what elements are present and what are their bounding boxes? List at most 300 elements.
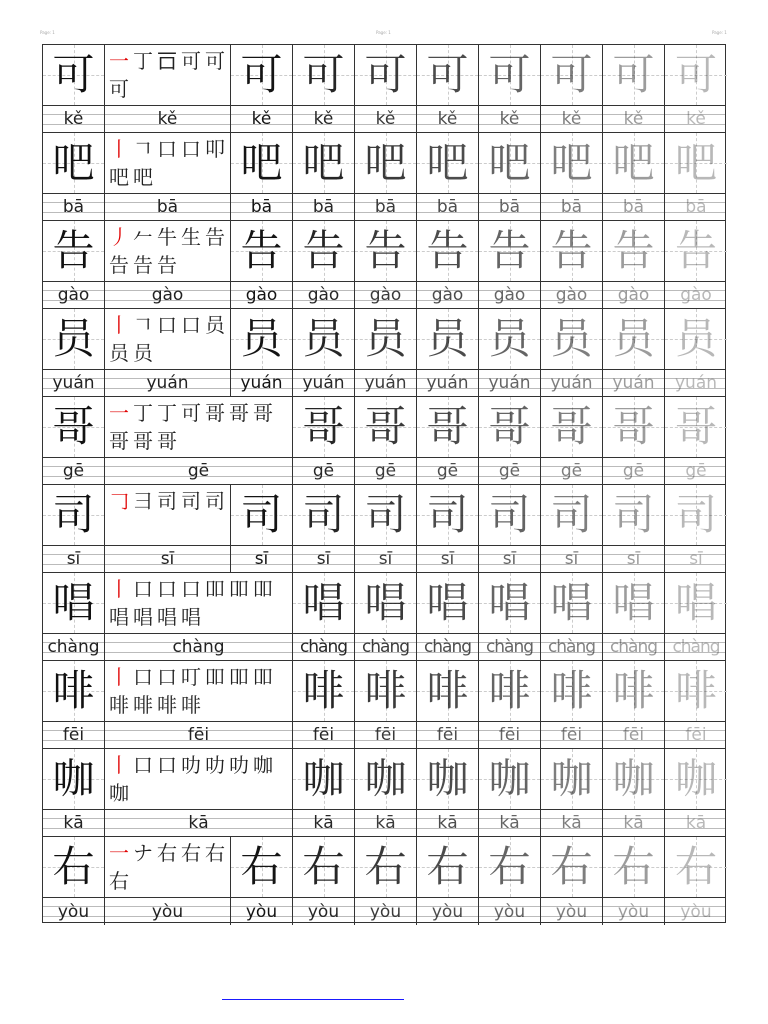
trace-cell[interactable]: [541, 661, 603, 721]
header-right: Page: 1: [712, 30, 727, 35]
stroke-step: 哥: [229, 401, 249, 425]
pinyin-trace[interactable]: sī: [479, 546, 541, 572]
trace-cell[interactable]: [355, 45, 417, 105]
trace-cell[interactable]: [293, 309, 355, 369]
trace-cell[interactable]: [541, 837, 603, 897]
pinyin-trace[interactable]: yòu: [417, 898, 479, 925]
pinyin-trace[interactable]: chàng: [355, 634, 417, 660]
pinyin-trace[interactable]: bā: [231, 194, 293, 220]
trace-cell[interactable]: [293, 837, 355, 897]
trace-character: 可: [550, 50, 593, 99]
stroke-order-cell: [105, 573, 293, 633]
trace-cell[interactable]: [541, 133, 603, 193]
pinyin-trace[interactable]: bā: [603, 194, 665, 220]
trace-character: 啡: [488, 666, 531, 715]
pinyin-trace[interactable]: gē: [355, 458, 417, 484]
pinyin-trace[interactable]: kā: [293, 810, 355, 836]
pinyin-trace[interactable]: kā: [355, 810, 417, 836]
trace-cell[interactable]: [665, 661, 727, 721]
trace-character: 唱: [612, 578, 655, 627]
trace-character: 司: [364, 490, 407, 539]
pinyin-trace[interactable]: chàng: [603, 634, 665, 660]
trace-cell[interactable]: [665, 485, 727, 545]
stroke-step: 口: [181, 577, 201, 601]
trace-cell[interactable]: [541, 397, 603, 457]
trace-cell[interactable]: [355, 397, 417, 457]
trace-cell[interactable]: [541, 749, 603, 809]
stroke-step: 告: [157, 253, 177, 277]
trace-character: 可: [674, 50, 717, 99]
pinyin-trace[interactable]: bā: [685, 197, 707, 217]
pinyin-row: [43, 722, 725, 749]
pinyin-trace[interactable]: gē: [541, 458, 603, 484]
stroke-step: 口: [181, 137, 201, 161]
trace-character: 唱: [488, 578, 531, 627]
hanzi-row: [43, 661, 725, 722]
pinyin-trace[interactable]: yuán: [479, 370, 541, 396]
model-character-cell: [43, 45, 105, 105]
stroke-step: 吅: [205, 665, 225, 689]
trace-cell[interactable]: [417, 133, 479, 193]
trace-character: 吧: [550, 138, 593, 187]
stroke-step: 哥: [157, 429, 177, 453]
pinyin-trace[interactable]: yòu: [479, 898, 541, 925]
pinyin-row: [43, 898, 725, 925]
trace-cell[interactable]: [355, 837, 417, 897]
trace-cell[interactable]: [293, 221, 355, 281]
trace-character: 告: [364, 226, 407, 275]
pinyin-trace[interactable]: fēi: [293, 722, 355, 748]
stroke-step: 叻: [229, 753, 249, 777]
pinyin-trace[interactable]: bā: [293, 194, 355, 220]
trace-cell[interactable]: [541, 573, 603, 633]
pinyin-trace[interactable]: gào: [479, 282, 541, 308]
trace-character: 告: [426, 226, 469, 275]
stroke-order-cell: [105, 45, 231, 105]
pinyin-trace[interactable]: fēi: [685, 725, 707, 745]
trace-cell[interactable]: [417, 837, 479, 897]
trace-character: 唱: [426, 578, 469, 627]
pinyin-trace[interactable]: gào: [603, 282, 665, 308]
stroke-step: 口: [157, 137, 177, 161]
pinyin-trace[interactable]: sī: [689, 549, 703, 569]
pinyin-trace[interactable]: kā: [417, 810, 479, 836]
pinyin-trace[interactable]: kě: [417, 106, 479, 132]
trace-cell[interactable]: [603, 661, 665, 721]
practice-sheet: [42, 44, 726, 923]
stroke-step: 哥: [109, 429, 129, 453]
stroke-step: 一: [109, 401, 129, 425]
trace-character: 吧: [674, 138, 717, 187]
pinyin-model: yuán: [43, 370, 105, 396]
trace-character: 咖: [550, 754, 593, 803]
trace-character: 司: [550, 490, 593, 539]
trace-character: 哥: [674, 402, 717, 451]
pinyin-trace[interactable]: sī: [231, 546, 293, 572]
trace-cell[interactable]: [355, 133, 417, 193]
model-character-cell: [43, 749, 105, 809]
stroke-step: 啡: [133, 693, 153, 717]
trace-cell[interactable]: [665, 749, 727, 809]
pinyin-stroke-area: yòu: [105, 898, 231, 925]
pinyin-trace[interactable]: chàng: [672, 637, 720, 657]
character-row: [43, 397, 725, 485]
trace-cell[interactable]: [603, 749, 665, 809]
trace-character: 吧: [488, 138, 531, 187]
trace-character: 哥: [364, 402, 407, 451]
pinyin-trace[interactable]: kě: [231, 106, 293, 132]
trace-cell[interactable]: [479, 309, 541, 369]
trace-cell[interactable]: [479, 397, 541, 457]
trace-character: 司: [488, 490, 531, 539]
hanzi-row: [43, 837, 725, 898]
trace-character: 唱: [302, 578, 345, 627]
character-row: [43, 133, 725, 221]
pinyin-trace[interactable]: chàng: [479, 634, 541, 660]
pinyin-trace[interactable]: fēi: [355, 722, 417, 748]
trace-cell[interactable]: [231, 485, 293, 545]
trace-cell[interactable]: [541, 45, 603, 105]
pinyin-stroke-area: kě: [105, 106, 231, 132]
model-character: 员: [52, 314, 95, 363]
trace-character: 右: [612, 842, 655, 891]
stroke-step: 吧: [109, 165, 129, 189]
stroke-order-cell: [105, 749, 293, 809]
trace-character: 可: [488, 50, 531, 99]
trace-character: 可: [426, 50, 469, 99]
pinyin-trace[interactable]: bā: [355, 194, 417, 220]
trace-character: 员: [488, 314, 531, 363]
pinyin-trace[interactable]: gē: [293, 458, 355, 484]
trace-cell[interactable]: [665, 309, 727, 369]
stroke-step: 𠃍: [133, 313, 153, 337]
trace-character: 咖: [364, 754, 407, 803]
stroke-step: ナ: [133, 841, 153, 865]
pinyin-trace[interactable]: yòu: [231, 898, 293, 925]
trace-cell[interactable]: [665, 221, 727, 281]
trace-character: 告: [302, 226, 345, 275]
pinyin-stroke-area: fēi: [105, 722, 293, 748]
trace-character: 告: [240, 226, 283, 275]
trace-cell[interactable]: [603, 133, 665, 193]
pinyin-trace[interactable]: gào: [417, 282, 479, 308]
trace-character: 哥: [426, 402, 469, 451]
hanzi-row: [43, 133, 725, 194]
stroke-step: 哥: [133, 429, 153, 453]
pinyin-trace[interactable]: fēi: [603, 722, 665, 748]
stroke-order-cell: [105, 397, 293, 457]
stroke-step: 吅: [205, 577, 225, 601]
trace-cell[interactable]: [479, 837, 541, 897]
trace-cell[interactable]: [603, 397, 665, 457]
trace-cell[interactable]: [231, 133, 293, 193]
trace-cell[interactable]: [479, 661, 541, 721]
trace-character: 右: [364, 842, 407, 891]
stroke-step: 丁: [157, 401, 177, 425]
trace-cell[interactable]: [603, 45, 665, 105]
pinyin-trace[interactable]: chàng: [293, 634, 355, 660]
trace-character: 司: [674, 490, 717, 539]
pinyin-trace[interactable]: fēi: [479, 722, 541, 748]
pinyin-trace[interactable]: yòu: [293, 898, 355, 925]
hanzi-row: [43, 309, 725, 370]
stroke-step: 丨: [109, 753, 129, 777]
hanzi-row: [43, 573, 725, 634]
model-character: 司: [52, 490, 95, 539]
stroke-step: 唱: [181, 605, 201, 629]
pinyin-trace[interactable]: kā: [685, 813, 707, 833]
trace-cell[interactable]: [417, 221, 479, 281]
stroke-step: 可: [205, 49, 225, 73]
stroke-step: 司: [157, 489, 177, 513]
stroke-step: 唱: [133, 605, 153, 629]
pinyin-trace[interactable]: yòu: [680, 901, 712, 922]
pinyin-trace[interactable]: yòu: [355, 898, 417, 925]
stroke-step: 丨: [109, 577, 129, 601]
trace-cell[interactable]: [417, 485, 479, 545]
stroke-step: 一: [109, 841, 129, 865]
trace-cell[interactable]: [293, 397, 355, 457]
pinyin-trace[interactable]: bā: [417, 194, 479, 220]
stroke-step: 生: [181, 225, 201, 249]
stroke-step: 𠂉: [133, 225, 153, 249]
pinyin-trace[interactable]: gē: [603, 458, 665, 484]
header-center: Page: 1: [376, 30, 391, 35]
pinyin-trace[interactable]: gào: [680, 285, 712, 305]
trace-cell[interactable]: [293, 133, 355, 193]
trace-cell[interactable]: [417, 309, 479, 369]
trace-character: 员: [426, 314, 469, 363]
trace-cell[interactable]: [293, 661, 355, 721]
trace-cell[interactable]: [603, 573, 665, 633]
trace-cell[interactable]: [293, 485, 355, 545]
pinyin-row: [43, 370, 725, 397]
stroke-step: 口: [181, 313, 201, 337]
trace-character: 咖: [488, 754, 531, 803]
stroke-order-cell: [105, 133, 231, 193]
model-character: 告: [52, 226, 95, 275]
model-character: 吧: [52, 138, 95, 187]
trace-cell[interactable]: [479, 573, 541, 633]
model-character: 右: [52, 842, 95, 891]
pinyin-trace[interactable]: yòu: [603, 898, 665, 925]
trace-cell[interactable]: [479, 221, 541, 281]
stroke-step: 口: [133, 753, 153, 777]
trace-cell[interactable]: [603, 837, 665, 897]
trace-cell[interactable]: [231, 45, 293, 105]
stroke-order-cell: [105, 221, 231, 281]
trace-character: 咖: [612, 754, 655, 803]
stroke-step: 丨: [109, 313, 129, 337]
pinyin-trace[interactable]: kě: [479, 106, 541, 132]
trace-cell[interactable]: [479, 133, 541, 193]
pinyin-trace[interactable]: kě: [541, 106, 603, 132]
character-row: [43, 309, 725, 397]
pinyin-trace[interactable]: kě: [686, 109, 706, 129]
stroke-step: 右: [157, 841, 177, 865]
pinyin-row: [43, 546, 725, 573]
trace-cell[interactable]: [603, 485, 665, 545]
pinyin-trace[interactable]: bā: [479, 194, 541, 220]
pinyin-trace[interactable]: sī: [293, 546, 355, 572]
pinyin-stroke-area: gē: [105, 458, 293, 484]
pinyin-trace[interactable]: yuán: [355, 370, 417, 396]
pinyin-model: gào: [43, 282, 105, 308]
model-character: 啡: [52, 666, 95, 715]
pinyin-trace[interactable]: sī: [541, 546, 603, 572]
trace-cell[interactable]: [541, 221, 603, 281]
model-character-cell: [43, 485, 105, 545]
pinyin-trace[interactable]: yuán: [231, 370, 293, 396]
trace-character: 唱: [364, 578, 407, 627]
character-row: [43, 749, 725, 837]
pinyin-stroke-area: yuán: [105, 370, 231, 396]
hanzi-row: [43, 485, 725, 546]
trace-cell[interactable]: [417, 397, 479, 457]
stroke-step: 啡: [109, 693, 129, 717]
stroke-step: 司: [205, 489, 225, 513]
trace-character: 司: [426, 490, 469, 539]
pinyin-stroke-area: sī: [105, 546, 231, 572]
model-character: 咖: [52, 754, 95, 803]
pinyin-trace[interactable]: gào: [231, 282, 293, 308]
pinyin-trace[interactable]: yòu: [541, 898, 603, 925]
trace-cell[interactable]: [355, 485, 417, 545]
trace-cell[interactable]: [603, 309, 665, 369]
stroke-step: 丁: [133, 49, 153, 73]
pinyin-trace[interactable]: kě: [603, 106, 665, 132]
pinyin-model: bā: [43, 194, 105, 220]
trace-cell[interactable]: [479, 45, 541, 105]
pinyin-trace[interactable]: kā: [541, 810, 603, 836]
model-character-cell: [43, 309, 105, 369]
trace-character: 右: [302, 842, 345, 891]
model-character-cell: [43, 133, 105, 193]
trace-character: 司: [240, 490, 283, 539]
trace-character: 可: [612, 50, 655, 99]
trace-cell[interactable]: [417, 661, 479, 721]
stroke-step: 右: [109, 869, 129, 893]
pinyin-trace[interactable]: yuán: [674, 373, 718, 393]
trace-cell[interactable]: [665, 573, 727, 633]
pinyin-row: [43, 282, 725, 309]
stroke-step: 咖: [253, 753, 273, 777]
pinyin-trace[interactable]: gē: [479, 458, 541, 484]
trace-cell[interactable]: [231, 221, 293, 281]
footer-link-underline[interactable]: [222, 999, 404, 1000]
trace-character: 右: [426, 842, 469, 891]
pinyin-trace[interactable]: kā: [479, 810, 541, 836]
pinyin-model: fēi: [43, 722, 105, 748]
trace-cell[interactable]: [665, 133, 727, 193]
stroke-step: 丨: [109, 137, 129, 161]
pinyin-trace[interactable]: kā: [603, 810, 665, 836]
pinyin-trace[interactable]: sī: [603, 546, 665, 572]
pinyin-trace[interactable]: gào: [355, 282, 417, 308]
trace-cell[interactable]: [417, 45, 479, 105]
pinyin-trace[interactable]: yuán: [541, 370, 603, 396]
trace-cell[interactable]: [603, 221, 665, 281]
trace-character: 吧: [612, 138, 655, 187]
trace-character: 啡: [364, 666, 407, 715]
pinyin-model: chàng: [43, 634, 105, 660]
trace-cell[interactable]: [665, 397, 727, 457]
stroke-step: 告: [133, 253, 153, 277]
trace-cell[interactable]: [293, 45, 355, 105]
trace-cell[interactable]: [665, 837, 727, 897]
model-character-cell: [43, 397, 105, 457]
stroke-step: 一: [109, 49, 129, 73]
pinyin-trace[interactable]: bā: [541, 194, 603, 220]
trace-character: 啡: [612, 666, 655, 715]
stroke-step: 唱: [157, 605, 177, 629]
trace-character: 唱: [674, 578, 717, 627]
pinyin-row: [43, 458, 725, 485]
stroke-step: 可: [181, 401, 201, 425]
pinyin-trace[interactable]: kě: [355, 106, 417, 132]
stroke-step: 口: [133, 577, 153, 601]
pinyin-row: [43, 106, 725, 133]
pinyin-trace[interactable]: gē: [685, 461, 707, 481]
pinyin-trace[interactable]: yuán: [293, 370, 355, 396]
pinyin-trace[interactable]: sī: [355, 546, 417, 572]
pinyin-model: sī: [43, 546, 105, 572]
stroke-step: 丿: [109, 225, 129, 249]
pinyin-trace[interactable]: fēi: [417, 722, 479, 748]
stroke-order-cell: [105, 309, 231, 369]
pinyin-trace[interactable]: fēi: [541, 722, 603, 748]
trace-cell[interactable]: [541, 309, 603, 369]
trace-cell[interactable]: [293, 749, 355, 809]
pinyin-trace[interactable]: kě: [293, 106, 355, 132]
trace-cell[interactable]: [417, 573, 479, 633]
pinyin-trace[interactable]: gào: [541, 282, 603, 308]
trace-cell[interactable]: [355, 221, 417, 281]
trace-cell[interactable]: [231, 309, 293, 369]
pinyin-trace[interactable]: chàng: [541, 634, 603, 660]
trace-cell[interactable]: [417, 749, 479, 809]
trace-cell[interactable]: [355, 661, 417, 721]
trace-cell[interactable]: [355, 573, 417, 633]
trace-cell[interactable]: [355, 309, 417, 369]
trace-cell[interactable]: [231, 837, 293, 897]
trace-cell[interactable]: [479, 749, 541, 809]
character-row: [43, 45, 725, 133]
model-character-cell: [43, 573, 105, 633]
pinyin-trace[interactable]: gē: [417, 458, 479, 484]
character-row: [43, 221, 725, 309]
stroke-step: 叩: [205, 137, 225, 161]
trace-cell[interactable]: [293, 573, 355, 633]
pinyin-trace[interactable]: sī: [417, 546, 479, 572]
trace-cell[interactable]: [541, 485, 603, 545]
trace-cell[interactable]: [665, 45, 727, 105]
model-character-cell: [43, 661, 105, 721]
pinyin-model: kě: [43, 106, 105, 132]
character-row: [43, 661, 725, 749]
pinyin-trace[interactable]: chàng: [417, 634, 479, 660]
trace-character: 啡: [302, 666, 345, 715]
pinyin-trace[interactable]: gào: [293, 282, 355, 308]
trace-character: 吧: [302, 138, 345, 187]
pinyin-trace[interactable]: yuán: [417, 370, 479, 396]
trace-character: 告: [612, 226, 655, 275]
trace-cell[interactable]: [479, 485, 541, 545]
trace-cell[interactable]: [355, 749, 417, 809]
stroke-step: 叻: [205, 753, 225, 777]
trace-character: 告: [674, 226, 717, 275]
pinyin-trace[interactable]: yuán: [603, 370, 665, 396]
